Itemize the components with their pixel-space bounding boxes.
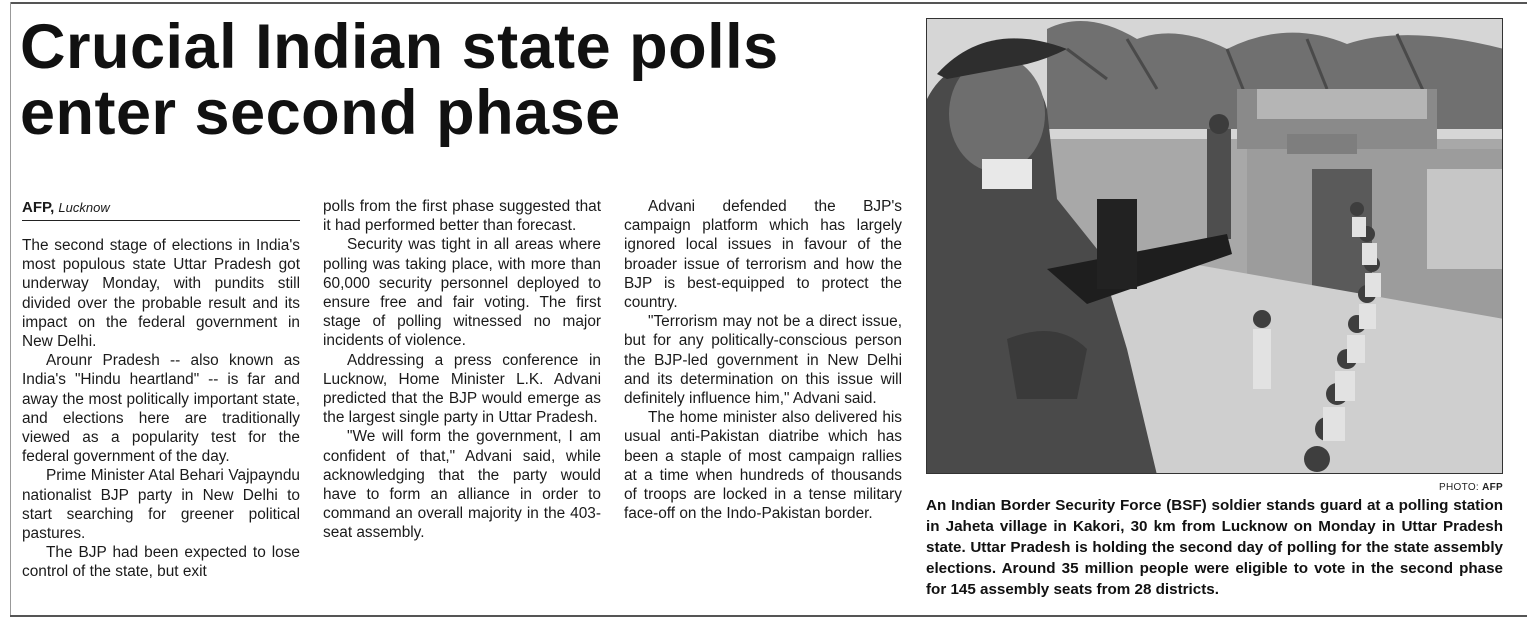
paragraph: The second stage of elections in India's most populous state Uttar Pradesh got underway Monday, with pundits still divided over the probable result and its impact on the federal government in New Delhi. <box>22 237 300 351</box>
paragraph: The home minister also delivered his usual anti-Pakistan diatribe which has been a staple of most campaign rallies at a time when hundreds of thousands of troops are locked in a tense military face-off on the Indo-Pakistan border. <box>624 409 902 523</box>
photo-credit <box>926 482 1503 493</box>
news-photo <box>926 18 1503 474</box>
bottom-rule <box>10 615 1527 617</box>
article-column-1 <box>22 236 300 582</box>
article-column-2 <box>323 197 601 543</box>
byline-agency: AFP, <box>22 199 55 216</box>
byline <box>22 199 300 221</box>
paragraph: Security was tight in all areas where polling was taking place, with more than 60,000 security personnel deployed to ensure free and fair voting. The first stage of polling witnessed no major incidents of violence. <box>323 236 601 350</box>
paragraph: "We will form the government, I am confident of that," Advani said, while acknowledging that the party would have to form an alliance in order to command an overall majority in the 403-seat assembly. <box>323 428 601 542</box>
top-rule <box>10 2 1527 4</box>
photo-credit-prefix: PHOTO: <box>1439 482 1479 493</box>
article-column-3 <box>624 197 902 523</box>
photo-caption: An Indian Border Security Force (BSF) soldier stands guard at a polling station in Jaheta village in Kakori, 30 km from Lucknow on Monday in Uttar Pradesh state. Uttar Pradesh is holding the second day of polling for the state assembly elections. Around 35 million people were eligible to vote in the second phase for 145 assembly seats from 28 districts. <box>926 497 1503 598</box>
photo-illustration <box>927 19 1503 474</box>
left-rule <box>10 2 11 617</box>
paragraph: Arounr Pradesh -- also known as India's "Hindu heartland" -- is far and away the most politically important state, and elections here are traditionally viewed as a popularity test for the federal government of the day. <box>22 352 300 466</box>
paragraph: Prime Minister Atal Behari Vajpayndu nationalist BJP party in New Delhi to start searching for greener political pastures. <box>22 467 300 543</box>
paragraph: "Terrorism may not be a direct issue, but for any politically-conscious person the BJP-led government in New Delhi and its determination on this issue will definitely influence him," Advani said. <box>624 313 902 408</box>
paragraph: The BJP had been expected to lose control of the state, but exit <box>22 544 300 581</box>
headline: Crucial Indian state polls enter second phase <box>20 12 779 148</box>
byline-city: Lucknow <box>58 200 110 215</box>
photo-credit-agency: AFP <box>1482 482 1503 493</box>
paragraph: polls from the first phase suggested that it had performed better than forecast. <box>323 198 601 235</box>
paragraph: Advani defended the BJP's campaign platform which has largely ignored local issues in favour of the broader issue of terrorism and how the BJP is best-equipped to protect the country. <box>624 198 902 312</box>
paragraph: Addressing a press conference in Lucknow, Home Minister L.K. Advani predicted that the BJP would emerge as the largest single party in Uttar Pradesh. <box>323 351 601 427</box>
